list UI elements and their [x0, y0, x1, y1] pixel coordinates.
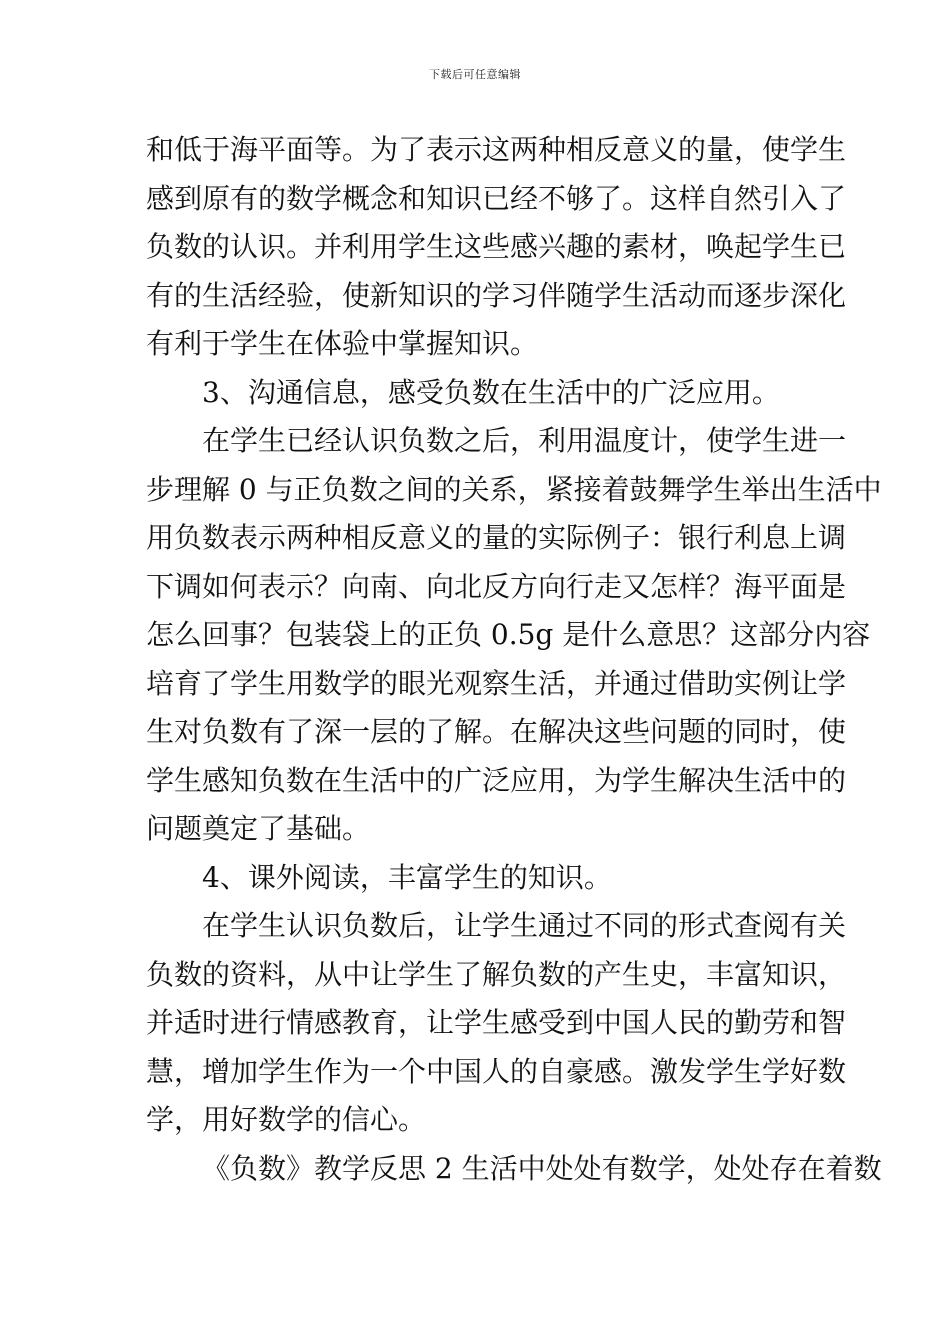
text-line: 怎么回事？包装袋上的正负 0.5g 是什么意思？这部分内容: [146, 618, 871, 651]
text-line: 并适时进行情感教育，让学生感受到中国人民的勤劳和智: [146, 1006, 847, 1039]
text-line: 用负数表示两种相反意义的量的实际例子：银行利息上调: [146, 521, 847, 554]
text-line: 慧，增加学生作为一个中国人的自豪感。激发学生学好数: [146, 1054, 847, 1088]
text-line: 《负数》教学反思 2 生活中处处有数学，处处存在着数: [202, 1151, 882, 1185]
text-line: 和低于海平面等。为了表示这两种相反意义的量，使学生: [146, 133, 847, 166]
text-line: 负数的资料，从中让学生了解负数的产生史，丰富知识，: [146, 957, 847, 991]
text-line: 培育了学生用数学的眼光观察生活，并通过借助实例让学: [146, 666, 847, 700]
text-line: 有利于学生在体验中掌握知识。: [146, 327, 539, 360]
text-line: 步理解 0 与正负数之间的关系，紧接着鼓舞学生举出生活中: [146, 472, 882, 506]
text-line: 在学生认识负数后，让学生通过不同的形式查阅有关: [202, 909, 847, 942]
text-line: 感到原有的数学概念和知识已经不够了。这样自然引入了: [146, 181, 847, 215]
text-line: 下调如何表示？向南、向北反方向行走又怎样？海平面是: [146, 569, 847, 603]
text-line: 学，用好数学的信心。: [146, 1103, 427, 1136]
document-body: [146, 126, 882, 1193]
text-line: 学生感知负数在生活中的广泛应用，为学生解决生活中的: [146, 763, 847, 797]
text-line: 在学生已经认识负数之后，利用温度计，使学生进一: [202, 424, 847, 457]
text-line: 负数的认识。并利用学生这些感兴趣的素材，唤起学生已: [146, 230, 847, 263]
text-line: 4、课外阅读，丰富学生的知识。: [202, 860, 612, 894]
text-line: 有的生活经验，使新知识的学习伴随学生活动而逐步深化: [146, 278, 847, 312]
text-line: 生对负数有了深一层的了解。在解决这些问题的同时，使: [146, 715, 847, 748]
text-line: 问题奠定了基础。: [146, 812, 371, 845]
page-header: 下载后可任意编辑: [429, 68, 521, 81]
text-line: 3、沟通信息，感受负数在生活中的广泛应用。: [202, 375, 780, 409]
